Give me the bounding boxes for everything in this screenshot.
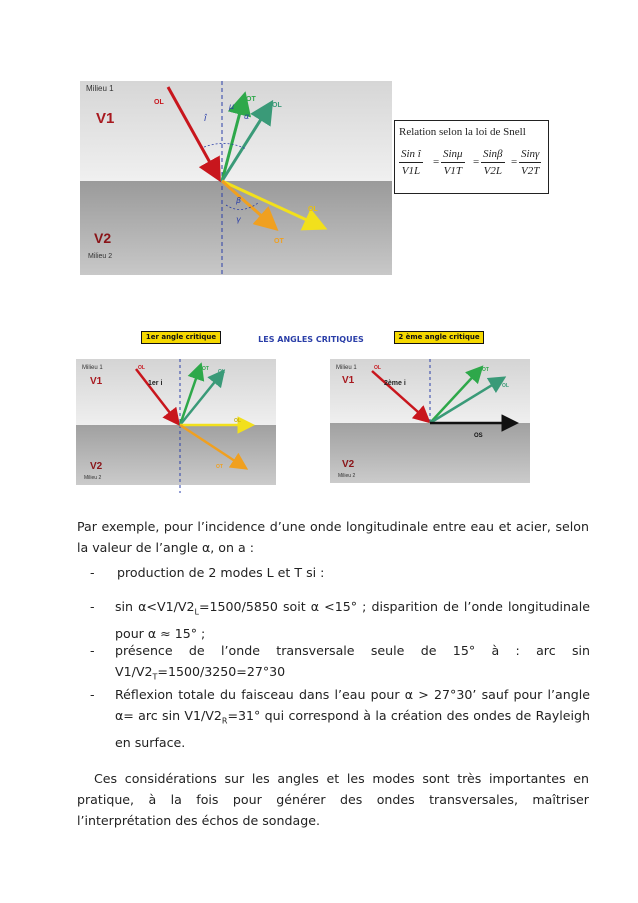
left-v1-label: V1 [90, 376, 103, 387]
bullet-1-dash: - [90, 565, 95, 580]
snell-term-2: Sinμ V1T [443, 148, 463, 177]
ot-refracted-label: OT [274, 238, 284, 245]
bullet-3-text-b: =1500/3250=27°30 [157, 664, 286, 679]
ol-reflected-label: OL [272, 102, 282, 109]
bullet-1 [90, 562, 590, 583]
left-medium1-area [76, 359, 276, 425]
left-angle-label: 1er i [148, 380, 163, 387]
left-ot-r-label: OT [202, 366, 209, 372]
angle-gamma-label: γ [236, 215, 241, 224]
snell-term-3: Sinβ V2L [483, 148, 503, 177]
second-critical-diagram [328, 355, 532, 489]
ol-incident-label: OL [154, 99, 164, 106]
bullet-4-text-a: Réflexion totale du faisceau dans l’eau pour α > 27°30’ sauf pour l’angle α= arc sin V1/V2 [115, 687, 590, 723]
medium1-label: Milieu 1 [86, 84, 114, 93]
ol-refracted-label: OL [308, 206, 318, 213]
left-ol-r-label: OL [218, 369, 225, 375]
critical-title: LES ANGLES CRITIQUES [258, 335, 364, 344]
left-ol-t-label: OL [234, 418, 241, 424]
bullet-4 [90, 684, 590, 753]
medium2-label: Milieu 2 [88, 253, 113, 260]
angle-i-label: î [204, 114, 207, 124]
left-v2-label: V2 [90, 461, 103, 472]
right-v1-label: V1 [342, 375, 355, 386]
bullet-2-text-b: =1500/5850 soit α <15° ; disparition de l’onde longitudinale pour α ≈ 15° ; [115, 599, 590, 641]
right-os-label: OS [474, 433, 483, 439]
angle-alpha-label: α [244, 112, 250, 121]
left-medium1-label: Milieu 1 [82, 365, 103, 371]
bullet-3-subscript: T [152, 672, 158, 682]
snell-term-1: Sin î V1L [401, 148, 421, 177]
banner-second-critical: 2 ème angle critique [394, 331, 484, 344]
right-ol-in-label: OL [374, 365, 381, 371]
bullet-2-subscript: L [194, 607, 199, 617]
v2-label: V2 [94, 230, 112, 246]
conclusion-paragraph [77, 768, 589, 831]
left-medium2-label: Milieu 2 [84, 475, 102, 481]
snell-title: Relation selon la loi de Snell [399, 126, 526, 138]
bullet-3 [90, 640, 590, 688]
right-v2-label: V2 [342, 459, 355, 470]
snell-relation-box [394, 120, 549, 194]
angle-beta-label: β [236, 196, 242, 205]
bullet-3-dash: - [90, 643, 95, 658]
right-medium2-label: Milieu 2 [338, 473, 356, 479]
left-ot-t-label: OT [216, 464, 223, 470]
ot-reflected-label: OT [246, 96, 256, 103]
intro-paragraph [77, 516, 589, 558]
bullet-4-dash: - [90, 687, 95, 702]
v1-label: V1 [96, 110, 115, 127]
banner-first-critical: 1er angle critique [141, 331, 221, 344]
conclusion-text: Ces considérations sur les angles et les modes sont très importantes en pratique, à la fois pour générer des ondes transversales, maîtriser l’interprétation des échos de sondage. [77, 771, 589, 828]
snell-term-4: Sinγ V2T [521, 148, 540, 177]
right-ol-r-label: OL [502, 383, 509, 389]
bullet-4-text-b: =31° qui correspond à la création des ondes de Rayleigh en surface. [115, 708, 590, 750]
right-ot-r-label: OT [482, 367, 489, 373]
right-medium1-label: Milieu 1 [336, 365, 357, 371]
bullet-1-text: production de 2 modes L et T si : [117, 565, 325, 580]
bullet-2-text-a: sin α<V1/V2 [115, 599, 195, 614]
first-critical-diagram [74, 355, 278, 493]
snell-equals-3: = [511, 156, 518, 168]
intro-text: Par exemple, pour l’incidence d’une onde longitudinale entre eau et acier, selon la valeur de l’angle α, on a : [77, 519, 589, 555]
snell-equals-1: = [433, 156, 440, 168]
left-medium2-area [76, 425, 276, 485]
bullet-4-subscript: R [221, 716, 228, 726]
left-ol-in-label: OL [138, 365, 145, 371]
refraction-diagram [76, 77, 392, 279]
right-medium2-area [330, 423, 530, 483]
angle-mu-label: μ [229, 102, 235, 111]
bullet-2 [90, 596, 590, 644]
bullet-2-dash: - [90, 599, 95, 614]
snell-equals-2: = [473, 156, 480, 168]
right-angle-label: 2ème i [384, 380, 406, 387]
bullet-3-text-a: présence de l’onde transversale seule de 15° à : arc sin V1/V2 [115, 643, 590, 679]
